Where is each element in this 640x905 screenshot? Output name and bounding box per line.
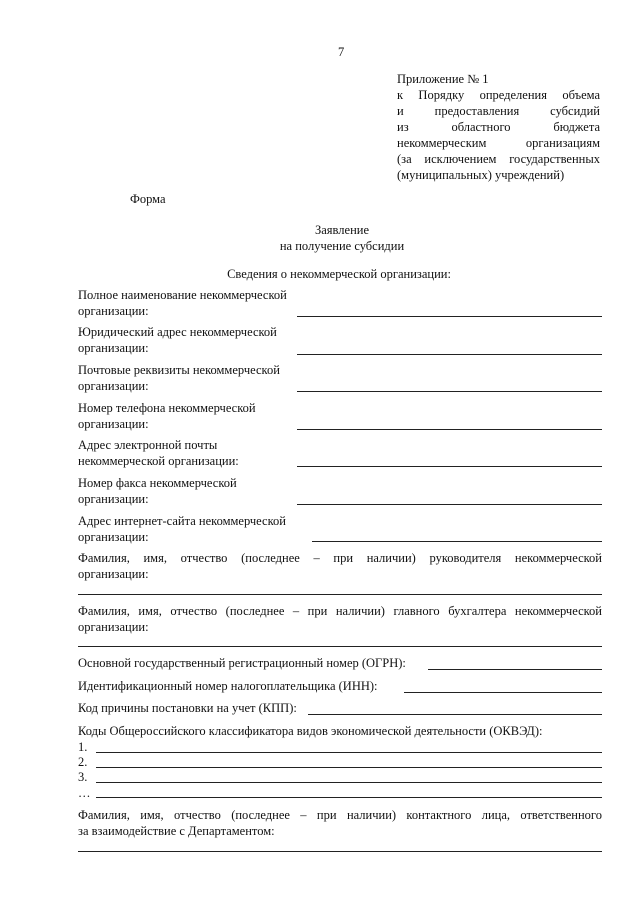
field-full-name-input[interactable] [297,316,602,317]
appendix-line: (муниципальных) учреждений) [397,168,565,182]
field-head-input[interactable] [78,594,602,595]
field-label-head: Фамилия, имя, отчество (последнее – при наличии) руководителя некоммерческой организации: [78,551,602,581]
appendix-title: Приложение № 1 [397,72,489,86]
field-label-accountant: Фамилия, имя, отчество (последнее – при наличии) главного бухгалтера некоммерческой организации: [78,604,602,634]
okved-item-number: 1. [78,740,88,754]
field-accountant-input[interactable] [78,646,602,647]
page-number: 7 [338,45,345,59]
field-label-fax: Номер факса некоммерческой организации: [78,476,237,506]
field-postal-input[interactable] [297,391,602,392]
contact-input[interactable] [78,851,602,852]
form-label: Форма [130,192,166,206]
field-label-email: Адрес электронной почты некоммерческой организации: [78,438,239,468]
field-label-full-name: Полное наименование некоммерческой организации: [78,288,287,318]
okved-item-ellipsis: … [78,786,91,800]
appendix-line: к Порядку определения объема [397,88,600,102]
field-label-phone: Номер телефона некоммерческой организации: [78,401,256,431]
okved-item-number: 2. [78,755,88,769]
doc-title: Заявление [314,223,369,237]
inn-label: Идентификационный номер налогоплательщика (ИНН): [78,679,378,693]
field-phone-input[interactable] [297,429,602,430]
appendix-line: (за исключением государственных [397,152,600,166]
okved-item-input[interactable] [96,797,602,798]
kpp-input[interactable] [308,714,602,715]
okved-label: Коды Общероссийского классификатора видов экономической деятельности (ОКВЭД): [78,724,543,738]
inn-input[interactable] [404,692,602,693]
appendix-block [397,71,600,183]
field-website-input[interactable] [312,541,602,542]
kpp-label: Код причины постановки на учет (КПП): [78,701,297,715]
appendix-line: некоммерческим организациям [397,136,600,150]
appendix-line: из областного бюджета [397,120,600,134]
field-legal-address-input[interactable] [297,354,602,355]
ogrn-input[interactable] [428,669,602,670]
field-label-legal-address: Юридический адрес некоммерческой организации: [78,325,277,355]
okved-item-input[interactable] [96,782,602,783]
field-fax-input[interactable] [297,504,602,505]
field-label-website: Адрес интернет-сайта некоммерческой организации: [78,514,286,544]
okved-item-input[interactable] [96,767,602,768]
ogrn-label: Основной государственный регистрационный номер (ОГРН): [78,656,406,670]
contact-label: Фамилия, имя, отчество (последнее – при наличии) контактного лица, ответственного за взаимодействие с Департаментом: [78,808,602,838]
field-email-input[interactable] [297,466,602,467]
appendix-line: и предоставления субсидий [397,104,600,118]
field-label-postal: Почтовые реквизиты некоммерческой организации: [78,363,280,393]
doc-subtitle: на получение субсидии [279,239,405,253]
okved-item-input[interactable] [96,752,602,753]
okved-item-number: 3. [78,770,88,784]
section-title: Сведения о некоммерческой организации: [227,267,451,281]
